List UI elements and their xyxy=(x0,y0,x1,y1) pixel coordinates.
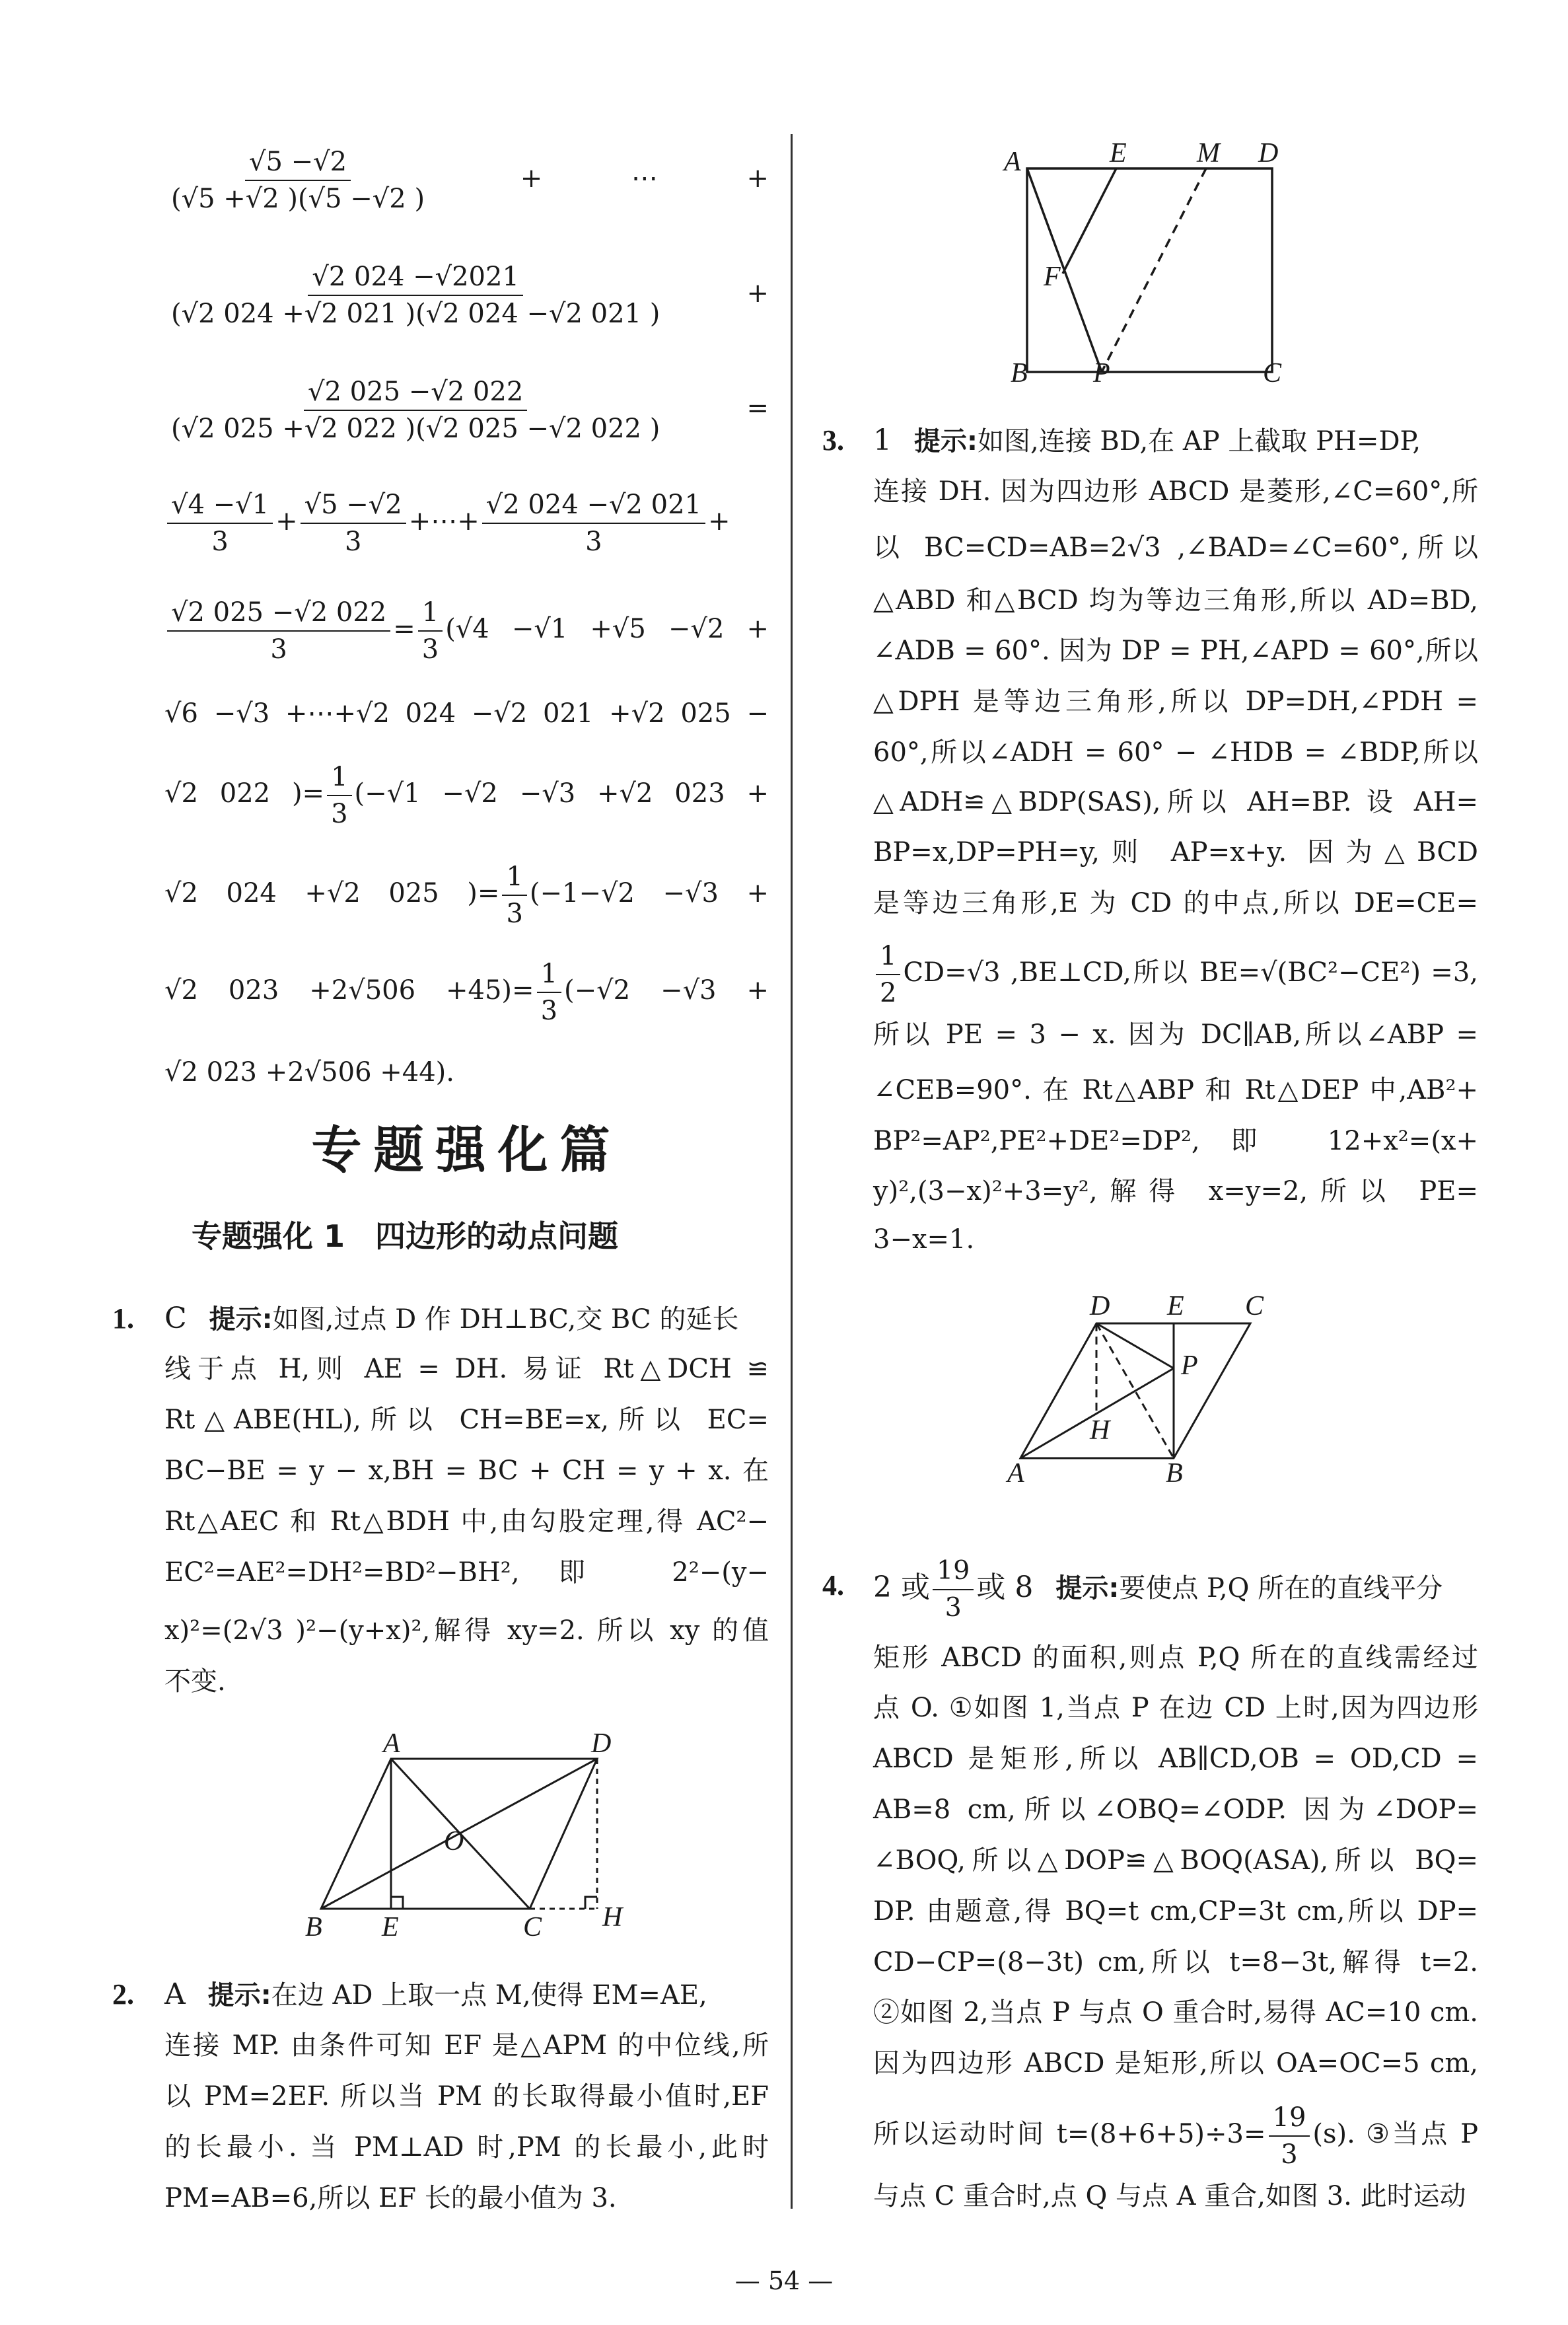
numerator: √2 025 −√2 022 xyxy=(167,597,390,632)
text-run: 如图,过点 D 作 DH⊥BC,交 BC 的延长 xyxy=(272,1304,739,1335)
problem-number: 2. xyxy=(112,1978,134,2011)
denominator: 3 xyxy=(944,1592,962,1623)
numerator: 19 xyxy=(1269,2102,1310,2137)
answer xyxy=(164,1977,186,2011)
text-run: AB=8 cm,所以∠OBQ=∠ODP. 因为∠DOP= xyxy=(873,1794,1478,1825)
math-line xyxy=(164,490,769,557)
parallelogram-figure xyxy=(321,1759,597,1909)
hint-label: 提示: xyxy=(209,1304,273,1335)
hint-label: 提示: xyxy=(1055,1573,1120,1604)
rect-figure-labels xyxy=(1002,138,1282,388)
math-line xyxy=(164,684,769,743)
numerator: 1 xyxy=(502,862,526,896)
point-label: P xyxy=(1093,358,1110,388)
section-title: 专题强化篇 xyxy=(311,1121,622,1179)
denominator: 2 xyxy=(880,978,897,1008)
solution-line xyxy=(873,518,1478,577)
point-label: M xyxy=(1197,138,1220,168)
text-run: (√4 −√1 +√5 −√2 + xyxy=(445,614,769,644)
solution-line xyxy=(164,1543,769,1602)
rhombus-figure-labels xyxy=(1005,1291,1264,1489)
text-run: 60°,所以∠ADH = 60° − ∠HDB = ∠BDP,所以 xyxy=(873,737,1478,768)
text-run: 是等边三角形,E 为 CD 的中点,所以 DE=CE= xyxy=(873,888,1478,918)
text-run: ②如图 2,当点 P 与点 O 重合时,易得 AC=10 cm. xyxy=(873,1997,1478,2028)
text-run: x)²=(2√3 )²−(y+x)²,解得 xy=2. 所以 xy 的值 xyxy=(164,1615,769,1646)
point-label: D xyxy=(1258,138,1279,168)
point-label: B xyxy=(1166,1458,1183,1489)
numerator: 19 xyxy=(933,1556,974,1590)
text-run: 要使点 P,Q 所在的直线平分 xyxy=(1119,1573,1443,1604)
fraction xyxy=(167,377,664,444)
text-run: +⋯+ xyxy=(408,506,480,536)
parallelogram-figure-labels xyxy=(305,1728,624,1942)
column-divider xyxy=(791,134,793,2209)
text-run: y)²,(3−x)²+3=y²,解得 x=y=2,所以 PE= xyxy=(873,1176,1478,1206)
text-run: (−√2 −√3 + xyxy=(564,975,769,1006)
fraction xyxy=(167,597,390,665)
point-label: E xyxy=(1167,1291,1184,1321)
denominator: (√5 +√2 )(√5 −√2 ) xyxy=(171,184,425,214)
fraction xyxy=(327,762,351,829)
hint-label: 提示: xyxy=(914,426,978,457)
text-run: 与点 C 重合时,点 Q 与点 A 重合,如图 3. 此时运动 xyxy=(873,2181,1466,2211)
point-label: H xyxy=(1090,1415,1110,1446)
text-run: △ADH≌△BDP(SAS),所以 AH=BP. 设 AH= xyxy=(873,787,1478,817)
text-run: ∠CEB=90°. 在 Rt△ABP 和 Rt△DEP 中,AB²+ xyxy=(873,1075,1478,1105)
text-run: 所以运动时间 t=(8+6+5)÷3= xyxy=(873,2119,1266,2149)
rect-figure xyxy=(1027,168,1272,372)
text-run: + xyxy=(708,506,731,536)
text-run: 点 O. ①如图 1,当点 P 在边 CD 上时,因为四边形 xyxy=(873,1693,1478,1723)
text-run: 不变. xyxy=(164,1666,226,1697)
denominator: 3 xyxy=(331,799,348,829)
rhombus-figure xyxy=(1020,1323,1250,1458)
math-line xyxy=(164,1043,769,1102)
text-run: 3−x=1. xyxy=(873,1224,975,1255)
point-label: C xyxy=(1245,1291,1264,1321)
denominator: 3 xyxy=(540,996,558,1026)
math-line xyxy=(164,862,769,929)
numerator: √5 −√2 xyxy=(301,490,406,524)
text-run: 1 xyxy=(873,424,892,457)
math-line xyxy=(164,597,769,665)
point-label: P xyxy=(1181,1350,1198,1381)
text-run: 2 或 xyxy=(873,1570,930,1605)
text-run: △ABD 和△BCD 均为等边三角形,所以 AD=BD, xyxy=(873,585,1478,616)
text-run: BC−BE = y − x,BH = BC + CH = y + x. 在 xyxy=(164,1456,769,1486)
solution-line xyxy=(873,2166,1478,2226)
text-run: 以 BC=CD=AB=2√3 ,∠BAD=∠C=60°,所以 xyxy=(873,533,1478,563)
denominator: 3 xyxy=(585,527,602,557)
text-run: = xyxy=(393,614,415,644)
point-label: A xyxy=(1007,1458,1024,1489)
text-run: △DPH 是等边三角形,所以 DP=DH,∠PDH = xyxy=(873,686,1478,717)
denominator: 3 xyxy=(1281,2139,1298,2170)
fraction xyxy=(537,959,561,1026)
text-run: (−1−√2 −√3 + xyxy=(529,878,769,908)
text-run: √2 023 +2√506 +45)= xyxy=(164,975,534,1006)
math-line xyxy=(164,959,769,1026)
text-run: 的长最小. 当 PM⊥AD 时,PM 的长最小,此时 xyxy=(164,2132,769,2162)
point-label: E xyxy=(382,1912,399,1942)
text-run: 连接 MP. 由条件可知 EF 是△APM 的中位线,所 xyxy=(164,2030,769,2061)
solution-line xyxy=(873,2102,1479,2170)
text-run: A xyxy=(164,1977,186,2011)
numerator: 1 xyxy=(537,959,561,993)
point-label: B xyxy=(1011,358,1028,388)
fraction xyxy=(167,262,664,329)
text-run: (s). ③当点 P xyxy=(1312,2119,1479,2149)
text-run: Rt△ABE(HL),所以 CH=BE=x,所以 EC= xyxy=(164,1405,769,1435)
problem-number: 4. xyxy=(822,1569,844,1602)
numerator: √2 025 −√2 022 xyxy=(304,377,527,411)
text-run: BP=x,DP=PH=y,则 AP=x+y. 因为△BCD xyxy=(873,837,1478,867)
point-label: O xyxy=(444,1826,464,1857)
point-label: F xyxy=(1044,262,1061,292)
point-label: H xyxy=(602,1902,623,1933)
point-label: B xyxy=(305,1912,322,1942)
numerator: 1 xyxy=(876,941,900,975)
answer xyxy=(164,1302,187,1335)
answer xyxy=(873,1555,1034,1623)
text-run: BP²=AP²,PE²+DE²=DP²,即 12+x²=(x+ xyxy=(873,1126,1478,1156)
text-run: 如图,连接 BD,在 AP 上截取 PH=DP, xyxy=(978,426,1421,457)
problem-number: 1. xyxy=(112,1302,134,1335)
text-run: PM=AB=6,所以 EF 长的最小值为 3. xyxy=(164,2183,617,2213)
point-label: C xyxy=(1263,358,1282,388)
fraction xyxy=(418,597,443,665)
text-run: (−√1 −√2 −√3 +√2 023 + xyxy=(354,778,769,809)
math-line xyxy=(164,147,769,214)
text-run: ∠ADB = 60°. 因为 DP = PH,∠APD = 60°,所以 xyxy=(873,636,1478,666)
text-run: ABCD 是矩形,所以 AB∥CD,OB = OD,CD = xyxy=(873,1744,1478,1774)
solution-line xyxy=(873,873,1478,933)
numerator: √5 −√2 xyxy=(245,147,351,181)
text-run: CD−CP=(8−3t) cm,所以 t=8−3t,解得 t=2. xyxy=(873,1947,1478,1977)
text-run: 在边 AD 上取一点 M,使得 EM=AE, xyxy=(271,1980,707,2011)
solution-line xyxy=(164,2168,769,2228)
numerator: √4 −√1 xyxy=(167,490,273,524)
denominator: 3 xyxy=(344,527,362,557)
point-label: D xyxy=(591,1728,612,1759)
numerator: 1 xyxy=(418,597,443,632)
text-run: √6 −√3 +⋯+√2 024 −√2 021 +√2 025 − xyxy=(164,698,769,729)
text-run: + ⋯ + xyxy=(431,163,769,194)
text-run: ∠BOQ,所以△DOP≌△BOQ(ASA),所以 BQ= xyxy=(873,1845,1478,1876)
math-line xyxy=(164,262,769,329)
math-line xyxy=(164,377,769,444)
page-number: — 54 — xyxy=(734,2266,834,2295)
text-run: + xyxy=(275,506,298,536)
text-run: √2 024 +√2 025 )= xyxy=(164,878,500,908)
solution-line xyxy=(873,1210,1478,1269)
fraction xyxy=(876,941,900,1008)
numerator: 1 xyxy=(327,762,351,796)
solution-line xyxy=(873,1555,1478,1623)
denominator: (√2 025 +√2 022 )(√2 025 −√2 022 ) xyxy=(171,414,660,444)
denominator: 3 xyxy=(506,899,523,929)
text-run: 或 8 xyxy=(976,1570,1034,1605)
text-run: EC²=AE²=DH²=BD²−BH²,即 2²−(y− xyxy=(164,1557,769,1588)
text-run: C xyxy=(164,1302,187,1335)
fraction xyxy=(482,490,705,557)
math-line xyxy=(164,762,769,829)
point-label: E xyxy=(1110,138,1127,168)
denominator: (√2 024 +√2 021 )(√2 024 −√2 021 ) xyxy=(171,299,660,329)
hint-label: 提示: xyxy=(207,1980,271,2011)
solution-line xyxy=(873,941,1478,1008)
text-run: 以 PM=2EF. 所以当 PM 的长取得最小值时,EF xyxy=(164,2081,769,2112)
text-run: Rt△AEC 和 Rt△BDH 中,由勾股定理,得 AC²− xyxy=(164,1506,769,1537)
point-label: C xyxy=(523,1912,542,1942)
fraction xyxy=(301,490,406,557)
answer xyxy=(873,424,892,457)
point-label: A xyxy=(1004,147,1021,177)
problem-number: 3. xyxy=(822,424,844,457)
text-run: 线于点 H,则 AE = DH. 易证 Rt△DCH ≌ xyxy=(164,1354,769,1384)
subsection-title: 专题强化 1 四边形的动点问题 xyxy=(192,1218,619,1254)
text-run: DP. 由题意,得 BQ=t cm,CP=3t cm,所以 DP= xyxy=(873,1896,1478,1927)
fraction xyxy=(167,490,273,557)
text-run: 所以 PE = 3 − x. 因为 DC∥AB,所以∠ABP = xyxy=(873,1019,1478,1050)
denominator: 3 xyxy=(270,634,287,665)
text-run: CD=√3 ,BE⊥CD,所以 BE=√(BC²−CE²) =3, xyxy=(903,957,1478,988)
fraction xyxy=(933,1556,974,1623)
fraction xyxy=(167,147,429,214)
point-label: A xyxy=(383,1728,400,1759)
point-label: D xyxy=(1090,1291,1110,1321)
solution-line xyxy=(873,462,1478,521)
solution-line xyxy=(873,1005,1478,1064)
text-run: √2 022 )= xyxy=(164,778,325,809)
solution-line xyxy=(873,2034,1478,2093)
text-run: = xyxy=(666,393,769,424)
text-run: √2 023 +2√506 +44). xyxy=(164,1057,454,1088)
text-run: 连接 DH. 因为四边形 ABCD 是菱形,∠C=60°,所 xyxy=(873,476,1478,507)
text-run: + xyxy=(666,278,769,309)
text-run: 矩形 ABCD 的面积,则点 P,Q 所在的直线需经过 xyxy=(873,1642,1478,1673)
numerator: √2 024 −√2 021 xyxy=(482,490,705,524)
denominator: 3 xyxy=(211,527,229,557)
fraction xyxy=(1269,2102,1310,2170)
denominator: 3 xyxy=(421,634,439,665)
solution-line xyxy=(164,1652,769,1711)
numerator: √2 024 −√2021 xyxy=(308,262,523,296)
text-run: 因为四边形 ABCD 是矩形,所以 OA=OC=5 cm, xyxy=(873,2048,1478,2079)
fraction xyxy=(502,862,526,929)
